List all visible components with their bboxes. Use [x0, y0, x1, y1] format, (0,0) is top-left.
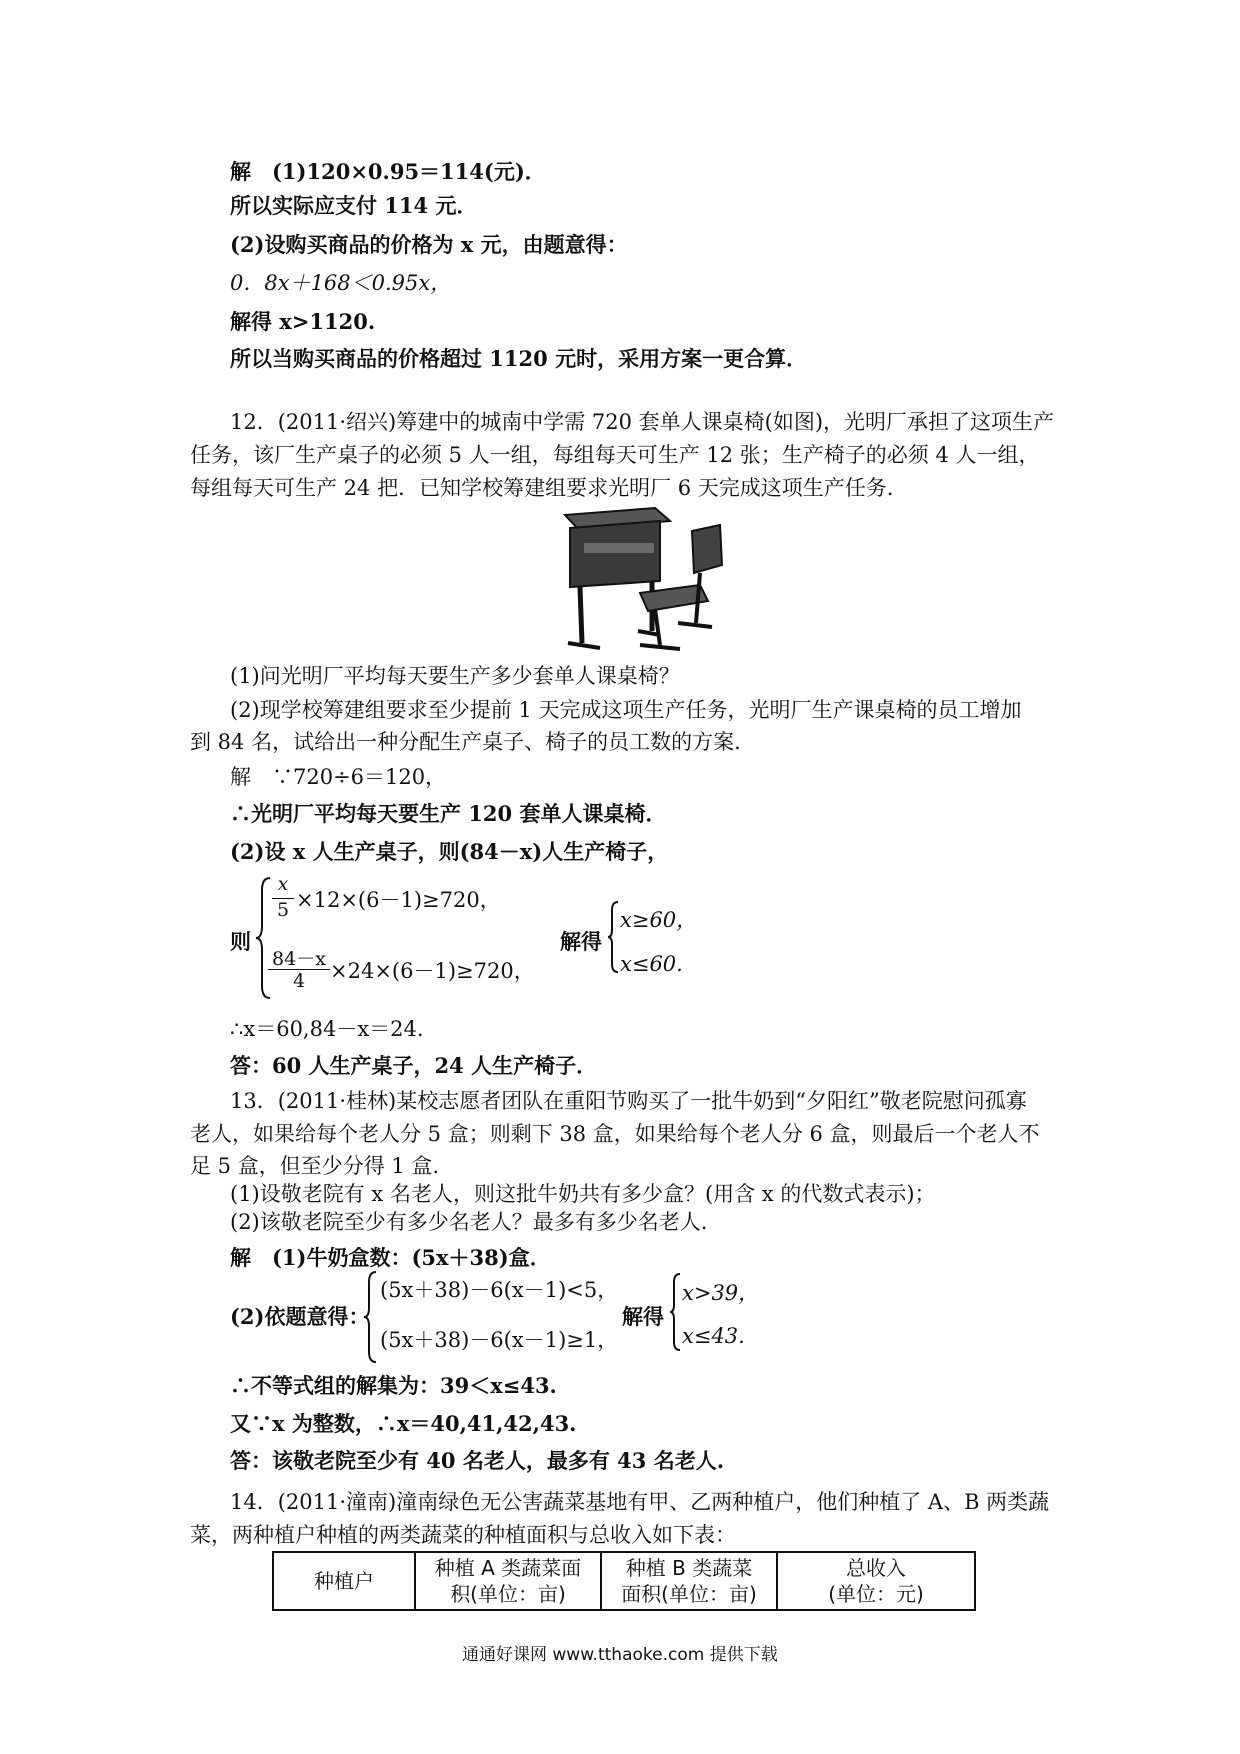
- q11-solution-line-4: 0．8x＋168＜0.95x，: [230, 271, 452, 295]
- left-brace-icon: [606, 900, 620, 974]
- header-income-line-2: (单位：元): [828, 1582, 924, 1606]
- header-area-b-line-1: 种植 B 类蔬菜: [625, 1556, 753, 1580]
- q12-frac2-numerator: 84－x: [272, 948, 326, 970]
- q13-solution-line-3: ∴不等式组的解集为：39＜x≤43.: [230, 1373, 557, 1398]
- q12-question-2-line-2: 到 84 名，试给出一种分配生产桌子、椅子的员工数的方案.: [190, 730, 741, 754]
- q14-paragraph-line-1: 14．(2011·潼南)潼南绿色无公害蔬菜基地有甲、乙两种植户，他们种植了 A、B 两类蔬: [230, 1490, 1050, 1514]
- q13-solution-line-1: 解 (1)牛奶盒数：(5x＋38)盒．: [230, 1245, 551, 1270]
- desk-chair-illustration: [560, 503, 730, 653]
- q12-answer: 答：60 人生产桌子，24 人生产椅子．: [230, 1053, 598, 1078]
- header-grower-label: 种植户: [314, 1569, 374, 1593]
- q13-eq-2: (5x＋38)－6(x－1)≥1，: [380, 1328, 619, 1352]
- q12-solution-ineq-1: x≥60，: [620, 908, 698, 932]
- q12-frac2-denominator: 4: [292, 970, 306, 992]
- header-income-line-1: 总收入: [846, 1556, 906, 1580]
- left-brace-icon: [668, 1272, 682, 1352]
- q13-eq-1: (5x＋38)－6(x－1)<5，: [380, 1278, 619, 1302]
- q12-solution-line-3: (2)设 x 人生产桌子，则(84－x)人生产椅子，: [230, 839, 669, 864]
- q12-question-2-line-1: (2)现学校筹建组要求至少提前 1 天完成这项生产任务，光明厂生产课桌椅的员工增加: [230, 698, 1022, 722]
- q12-ze-label: 则: [230, 929, 251, 954]
- q13-condition-label: (2)依题意得：: [230, 1304, 370, 1329]
- q12-frac1-denominator: 5: [276, 899, 290, 921]
- left-brace-icon: [362, 1270, 378, 1364]
- q14-paragraph-line-2: 菜，两种植户种植的两类蔬菜的种植面积与总收入如下表：: [190, 1523, 736, 1547]
- q11-solution-line-3: (2)设购买商品的价格为 x 元，由题意得：: [230, 232, 628, 257]
- q12-solution-ineq-2: x≤60.: [620, 952, 683, 976]
- q13-solution-ineq-1: x>39，: [682, 1281, 760, 1305]
- q13-paragraph-line-1: 13．(2011·桂林)某校志愿者团队在重阳节购买了一批牛奶到“夕阳红”敬老院慰问孤寡: [230, 1089, 1027, 1113]
- table-header-row: [273, 1552, 975, 1610]
- q13-solution-ineq-2: x≤43.: [682, 1324, 745, 1348]
- header-area-b-line-2: 面积(单位：亩): [621, 1582, 757, 1606]
- q12-solution-line-4: ∴x＝60,84－x＝24.: [230, 1017, 424, 1041]
- q12-frac1-numerator: x: [277, 873, 289, 895]
- footer-source: 通通好课网 www.tthaoke.com 提供下载: [462, 1645, 778, 1665]
- q12-paragraph-line-3: 每组每天可生产 24 把．已知学校筹建组要求光明厂 6 天完成这项生产任务.: [190, 476, 894, 500]
- q12-eq2-rest: ×24×(6－1)≥720，: [330, 959, 535, 983]
- q13-paragraph-line-3: 足 5 盒，但至少分得 1 盒.: [190, 1154, 440, 1178]
- q11-solution-line-5: 解得 x>1120.: [230, 309, 376, 334]
- q12-eq1-rest: ×12×(6－1)≥720，: [296, 888, 501, 912]
- q13-question-2: (2)该敬老院至少有多少名老人？最多有多少名老人.: [230, 1210, 708, 1234]
- q11-solution-line-2: 所以实际应支付 114 元．: [230, 193, 478, 218]
- table-header-area-a: [415, 1552, 601, 1610]
- q12-question-1: (1)问光明厂平均每天要生产多少套单人课桌椅？: [230, 664, 680, 688]
- header-area-a-line-2: 积(单位：亩): [450, 1582, 566, 1606]
- q13-solution-line-4: 又∵x 为整数，∴x＝40,41,42,43.: [230, 1411, 577, 1436]
- table-header-income: [777, 1552, 975, 1610]
- header-area-a-line-1: 种植 A 类蔬菜面: [434, 1556, 582, 1580]
- table-header-area-b: [601, 1552, 777, 1610]
- q11-solution-line-6: 所以当购买商品的价格超过 1120 元时，采用方案一更合算．: [230, 346, 808, 371]
- q12-jiede-label: 解得: [560, 929, 602, 954]
- q13-answer: 答：该敬老院至少有 40 名老人，最多有 43 名老人.: [230, 1448, 725, 1473]
- q13-paragraph-line-2: 老人，如果给每个老人分 5 盒；则剩下 38 盒，如果给每个老人分 6 盒，则最后一个老人不: [190, 1122, 1040, 1146]
- q13-question-1: (1)设敬老院有 x 名老人，则这批牛奶共有多少盒？(用含 x 的代数式表示)；: [230, 1182, 936, 1206]
- vegetable-income-table: [272, 1551, 976, 1611]
- q12-solution-line-2: ∴光明厂平均每天要生产 120 套单人课桌椅．: [230, 801, 667, 826]
- q13-jiede-label: 解得: [622, 1304, 664, 1329]
- q12-solution-line-1: 解 ∵720÷6＝120，: [230, 765, 447, 789]
- q11-solution-line-1: 解 (1)120×0.95＝114(元)．: [230, 159, 546, 184]
- table-header-grower: [273, 1552, 415, 1610]
- q12-paragraph-line-2: 任务，该厂生产桌子的必须 5 人一组，每组每天可生产 12 张；生产椅子的必须 4 人一组，: [190, 443, 1040, 467]
- q12-paragraph-line-1: 12．(2011·绍兴)筹建中的城南中学需 720 套单人课桌椅(如图)，光明厂承担了这项生产: [230, 410, 1055, 434]
